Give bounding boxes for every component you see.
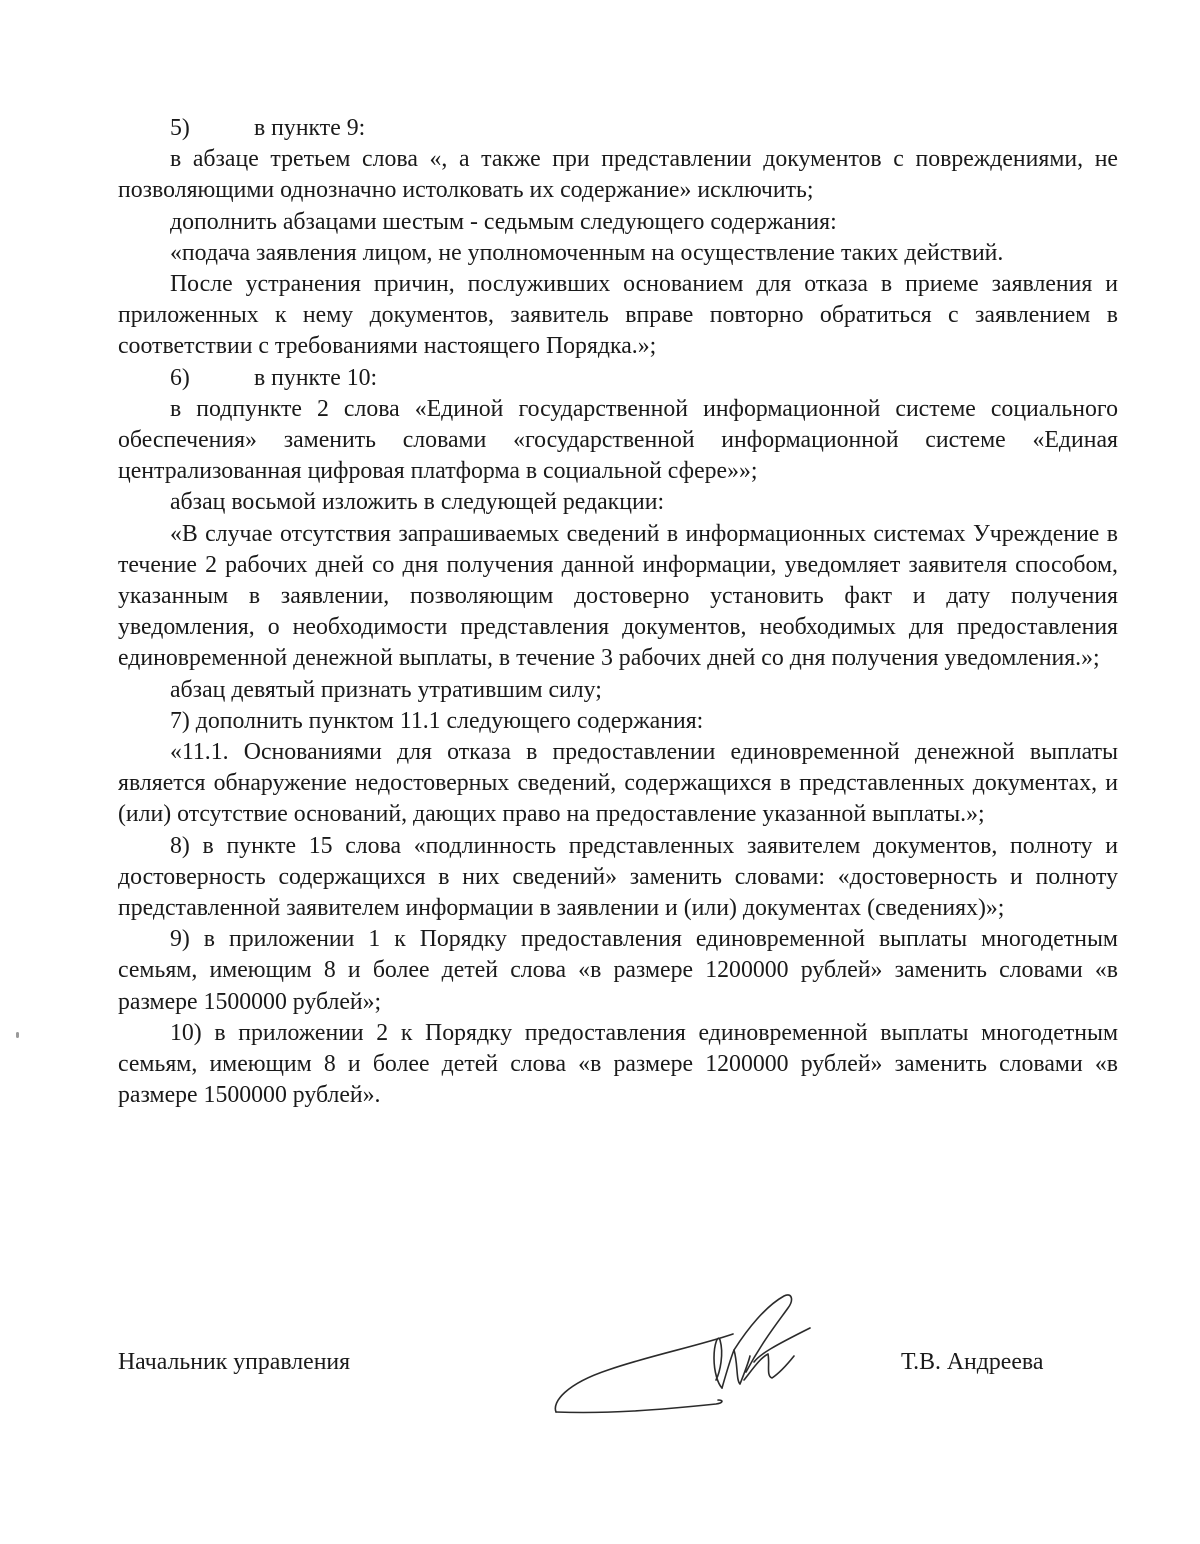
paragraph: абзац девятый признать утратившим силу; bbox=[170, 676, 602, 703]
paragraph: дополнить абзацами шестым - седьмым следующего содержания: bbox=[170, 208, 837, 235]
item-heading-text: в пункте 10: bbox=[254, 364, 378, 391]
paragraph: абзац восьмой изложить в следующей редакции: bbox=[170, 489, 665, 516]
item-5-heading bbox=[118, 113, 1118, 144]
paragraph: После устранения причин, послуживших основанием для отказа в приеме заявления и приложенных к нему документов, заявитель вправе повторно обратиться с заявлением в соответствии с требованиями настоящего Порядка.»; bbox=[118, 271, 1118, 360]
paragraph: в абзаце третьем слова «, а также при представлении документов с повреждениями, не позволяющими однозначно истолковать их содержание» исключить; bbox=[118, 146, 1118, 204]
paragraph: «подача заявления лицом, не уполномоченным на осуществление таких действий. bbox=[170, 239, 1004, 266]
paragraph: 8) в пункте 15 слова «подлинность представленных заявителем документов, полноту и достоверность содержащихся в них сведений» заменить словами: «достоверность и полноту представленной заявителем информации в заявлении и (или) документах (сведениях)»; bbox=[118, 832, 1118, 922]
signer-position: Начальник управления bbox=[118, 1349, 351, 1375]
paragraph: 10) в приложении 2 к Порядку предоставления единовременной выплаты многодетным семьям, имеющим 8 и более детей слова «в размере 1200000 рублей» заменить словами «в размере 1500000 рублей». bbox=[118, 1019, 1118, 1109]
signer-name: Т.В. Андреева bbox=[901, 1349, 1044, 1375]
paragraph: в подпункте 2 слова «Единой государственной информационной системе социального обеспечения» заменить словами «государственной информационной системе «Единая централизованная цифровая платформа в социальной сфере»»; bbox=[118, 395, 1118, 485]
paragraph: 9) в приложении 1 к Порядку предоставления единовременной выплаты многодетным семьям, имеющим 8 и более детей слова «в размере 1200000 рублей» заменить словами «в размере 1500000 рублей»; bbox=[118, 926, 1118, 1015]
handwritten-signature bbox=[548, 1284, 828, 1424]
paragraph: «11.1. Основаниями для отказа в предоставлении единовременной денежной выплаты является обнаружение недостоверных сведений, содержащихся в представленных документах, и (или) отсутствие оснований, дающих право на предоставление указанной выплаты.»; bbox=[118, 739, 1118, 828]
item-heading-text: в пункте 9: bbox=[254, 115, 366, 141]
item-number: 6) bbox=[170, 364, 190, 391]
item-6-heading bbox=[118, 363, 1118, 394]
item-number: 5) bbox=[170, 115, 190, 141]
paragraph: «В случае отсутствия запрашиваемых сведений в информационных системах Учреждение в течение 2 рабочих дней со дня получения данной информации, уведомляет заявителя способом, указанным в заявлении, позволяющим достоверно установить факт и дату получения уведомления, о необходимости представления документов, необходимых для предоставления единовременной денежной выплаты, в течение 3 рабочих дней со дня получения уведомления.»; bbox=[118, 520, 1118, 672]
paragraph: 7) дополнить пунктом 11.1 следующего содержания: bbox=[170, 707, 704, 734]
scan-speck bbox=[16, 1032, 19, 1038]
